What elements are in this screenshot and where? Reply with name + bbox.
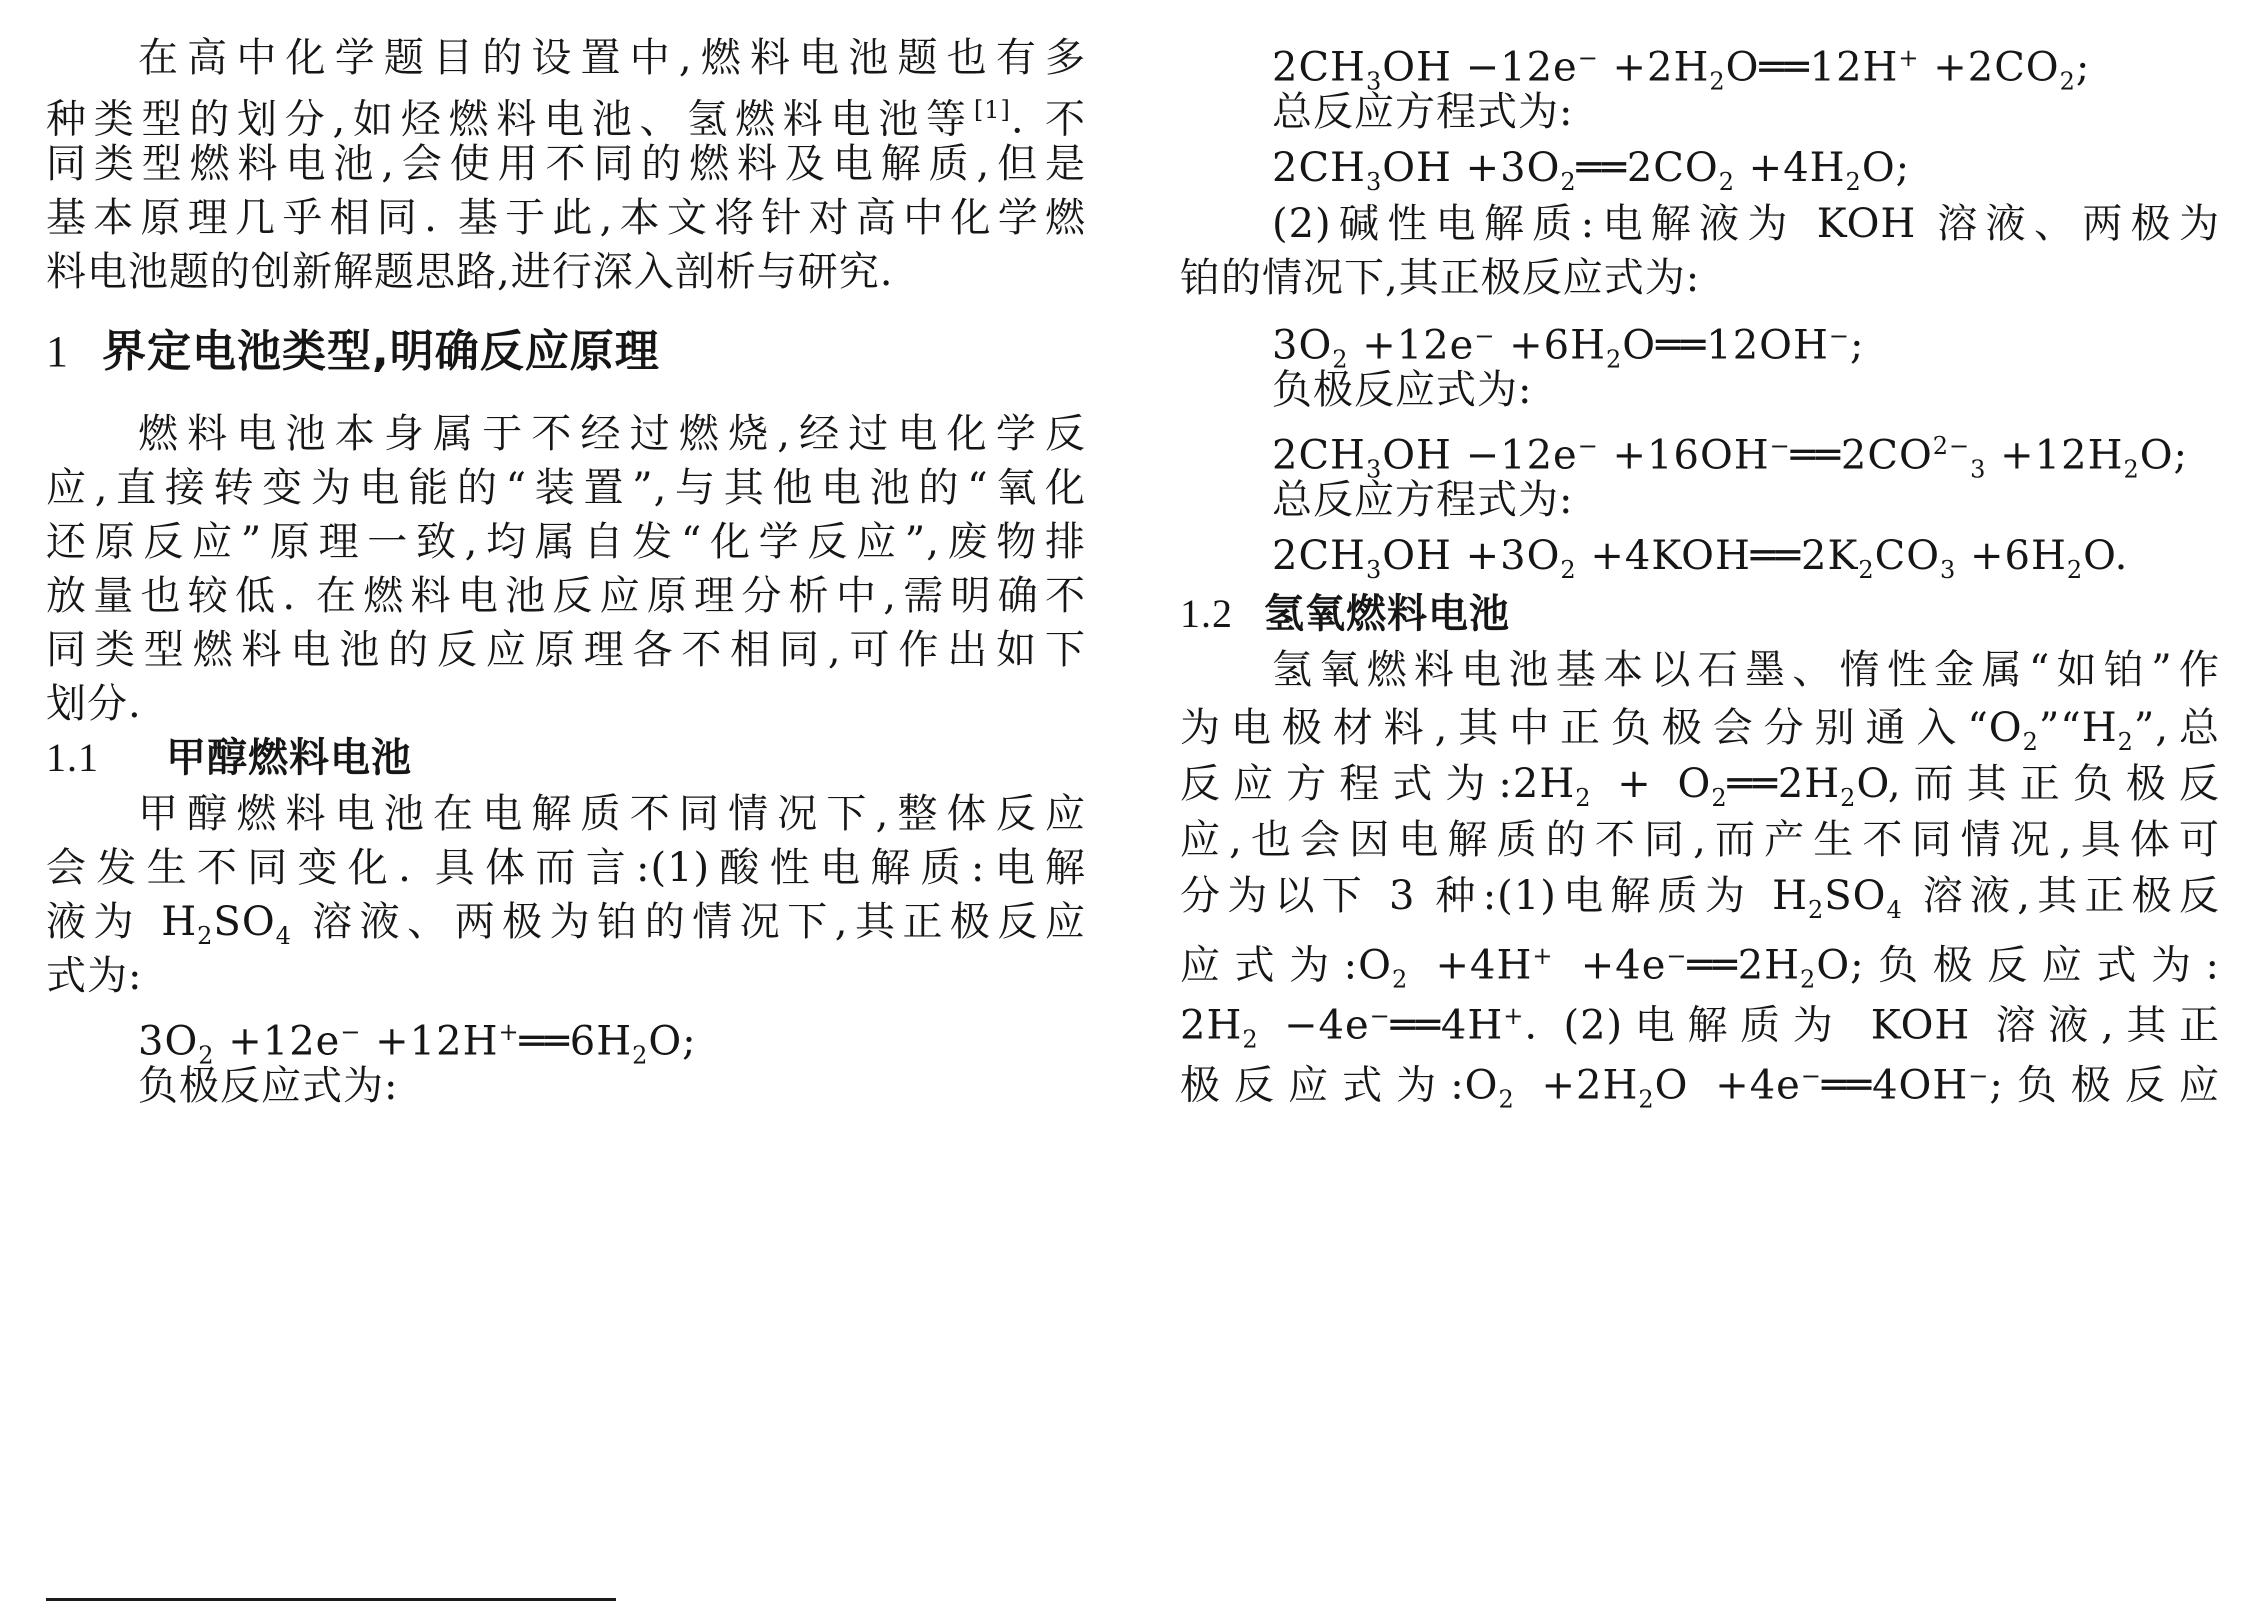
paragraph-line: (2)碱性电解质:电解液为 KOH 溶液、两极为 — [1272, 201, 2220, 247]
equals-sign: ══ — [1750, 533, 1801, 579]
paragraph-line: 负极反应式为: — [1272, 367, 1533, 413]
equation: $3O_2 +12e^-$ $+6H_2O══12OH^-$; — [1272, 322, 1865, 374]
equals-sign: ══ — [1759, 44, 1810, 91]
paragraph-line: 反应方程式为$:2H_2$ + $O_2══2H_2O$,而其正负极反 — [1180, 761, 2220, 812]
equals-sign: ══ — [1821, 1062, 1873, 1109]
equals-sign: ══ — [1576, 145, 1627, 191]
paragraph-line: 分为以下 3 种:(1)电解质为 $H_2SO_4$ 溶液,其正极反 — [1180, 873, 2220, 924]
paragraph-line: 划分. — [46, 681, 142, 727]
equation: $2CH_3OH -12e^-$ $+16OH^-══2CO^{2-}_3 +12H_2O$; — [1272, 432, 2189, 484]
equals-sign: ══ — [1656, 322, 1707, 369]
paragraph-line: 还原反应”原理一致,均属自发“化学反应”,废物排 — [46, 519, 1086, 565]
paragraph-line: 氢氧燃料电池基本以石墨、惰性金属“如铂”作 — [1272, 647, 2220, 693]
subsection-title: 甲醇燃料电池 — [166, 735, 412, 781]
paragraph-line: 铂的情况下,其正极反应式为: — [1180, 255, 1701, 301]
paragraph-line: 式为: — [46, 953, 143, 999]
paragraph-line: 总反应方程式为: — [1272, 89, 1574, 135]
paragraph-line: 料电池题的创新解题思路,进行深入剖析与研究. — [46, 249, 894, 295]
paragraph-line: 基本原理几乎相同. 基于此,本文将针对高中化学燃 — [46, 195, 1086, 241]
equals-sign: ══ — [1687, 942, 1738, 989]
paragraph-line: 甲醇燃料电池在电解质不同情况下,整体反应 — [138, 791, 1086, 837]
citation-ref[interactable]: [1] — [973, 96, 1011, 124]
section-number: 1 — [46, 327, 69, 376]
paragraph-line: 液为 $H_2SO_4$ 溶液、两极为铂的情况下,其正极反应 — [46, 899, 1086, 950]
paragraph-line: 为电极材料,其中正负极会分别通入“$O_2”“H_2$”,总 — [1180, 705, 2220, 756]
paragraph-line: 应,直接转变为电能的“装置”,与其他电池的“氧化 — [46, 465, 1086, 511]
equals-sign: ══ — [1727, 761, 1778, 807]
footnote-divider — [46, 1598, 616, 1601]
equals-sign: ══ — [519, 1018, 570, 1065]
section-heading — [46, 322, 1086, 382]
section-title: 界定电池类型,明确反应原理 — [102, 326, 660, 377]
paragraph-line: 在高中化学题目的设置中,燃料电池题也有多 — [138, 35, 1086, 81]
paragraph-line: 应式为$:O_2 +4H^+$ $+4e^-══2H_2O$;负极反应式为: — [1180, 942, 2220, 994]
equation: $2CH_3OH$ $+3O_2══2CO_2 +4H_2O$; — [1272, 145, 1911, 196]
subsection-heading — [1180, 584, 2220, 644]
subsection-number: 1.1 — [46, 735, 99, 780]
paragraph-line: 极反应式为$:O_2 +2H_2O$ +4e−══4OH−;负极反应 — [1180, 1062, 2220, 1114]
equals-sign: ══ — [1390, 1002, 1441, 1049]
paragraph-line: $2H_2$ −4e−══4H+. (2)电解质为 KOH 溶液,其正 — [1180, 1002, 2220, 1054]
subsection-number: 1.2 — [1180, 591, 1233, 636]
paragraph-line: 会发生不同变化. 具体而言:(1)酸性电解质:电解 — [46, 845, 1086, 891]
subsection-heading — [46, 728, 1086, 788]
equation: $2CH_3OH -12e^-$ $+2H_2O══12H^+ +2CO_2$; — [1272, 44, 2091, 96]
paragraph-line: 总反应方程式为: — [1272, 477, 1574, 523]
paragraph-line: 燃料电池本身属于不经过燃烧,经过电化学反 — [138, 411, 1086, 457]
paragraph-line: 放量也较低. 在燃料电池反应原理分析中,需明确不 — [46, 573, 1086, 619]
subsection-title: 氢氧燃料电池 — [1264, 591, 1510, 637]
paragraph-line: 种类型的划分,如烃燃料电池、氢燃料电池等[1]. 不 — [46, 96, 1086, 143]
paragraph-line: 同类型燃料电池,会使用不同的燃料及电解质,但是 — [46, 141, 1086, 187]
paragraph-line: 应,也会因电解质的不同,而产生不同情况,具体可 — [1180, 817, 2220, 863]
equation: $2CH_3OH +3O_2$ $+4KOH══2K_2CO_3 +6H_2O$. — [1272, 533, 2129, 584]
paragraph-line: 同类型燃料电池的反应原理各不相同,可作出如下 — [46, 627, 1086, 673]
equals-sign: ══ — [1790, 432, 1841, 479]
equation: $3O_2 +12e^-$ $+12H^+══6H_2O$; — [138, 1018, 697, 1070]
paragraph-line: 负极反应式为: — [138, 1063, 399, 1109]
